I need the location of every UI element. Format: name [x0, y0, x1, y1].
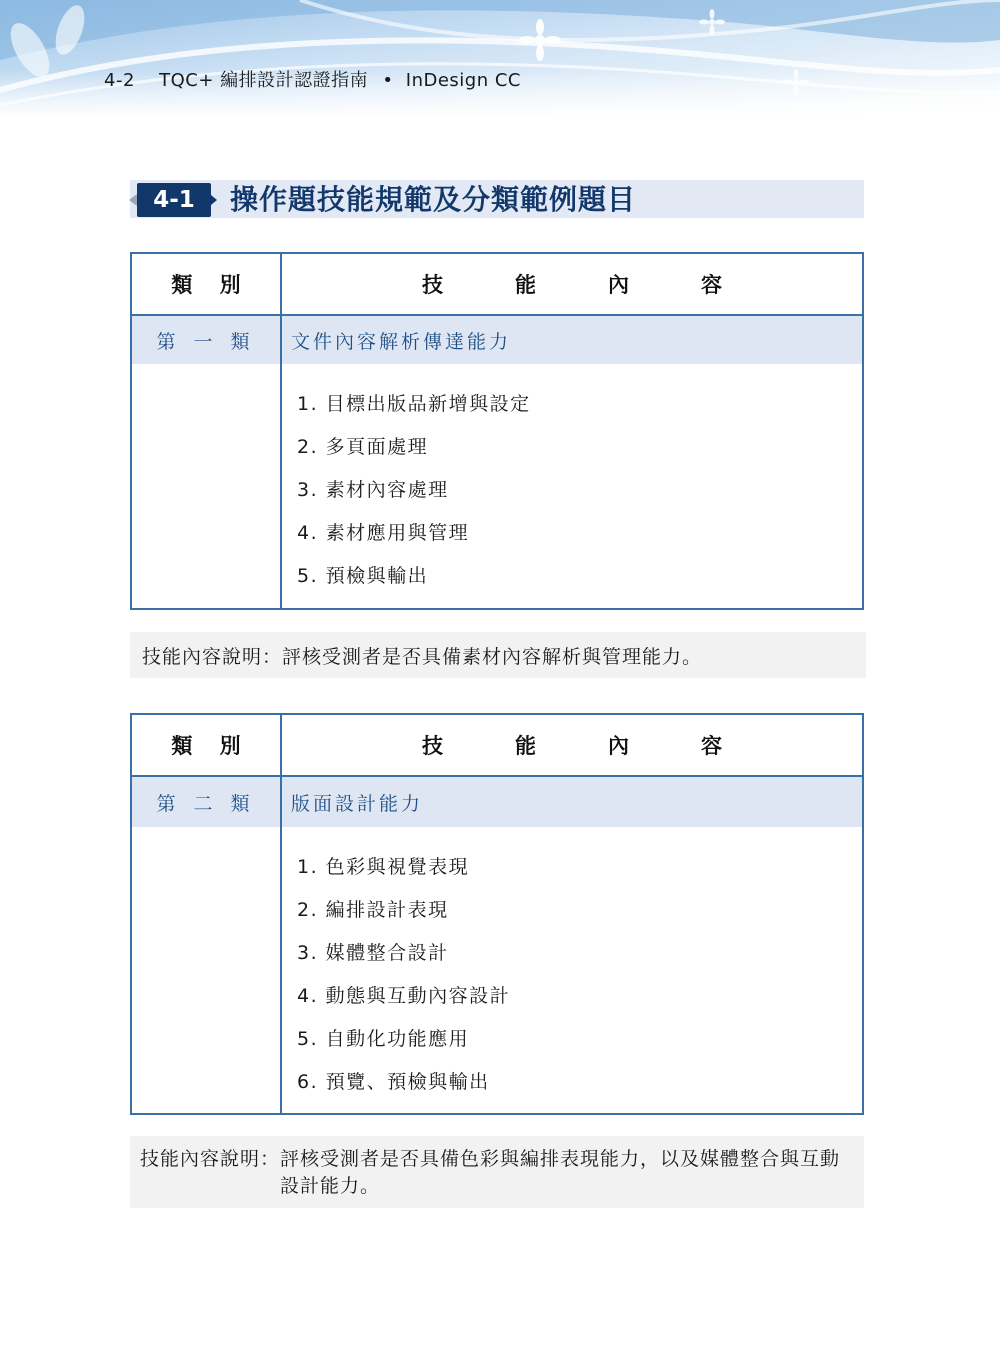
skills-row — [132, 364, 862, 608]
skill-table-2 — [130, 713, 864, 1115]
skill-note-1 — [130, 632, 866, 678]
header-banner — [0, 0, 1000, 118]
category-row — [132, 777, 862, 827]
header-content-char: 內 — [608, 734, 629, 758]
header-content-char: 內 — [608, 273, 629, 297]
list-item: 6. 預覽、預檢與輸出 — [297, 1071, 490, 1093]
table-header-row — [132, 715, 862, 777]
list-item: 5. 自動化功能應用 — [297, 1028, 470, 1050]
header-content-char: 能 — [515, 734, 536, 758]
table-header-row — [132, 254, 862, 316]
header-content-char: 技 — [422, 273, 443, 297]
list-item: 2. 多頁面處理 — [297, 436, 429, 458]
list-item: 2. 編排設計表現 — [297, 899, 449, 921]
list-item: 3. 媒體整合設計 — [297, 942, 449, 964]
note-label: 技能內容說明： — [140, 1148, 281, 1170]
header-content — [282, 254, 862, 314]
banner-swirl-graphic — [0, 0, 1000, 118]
list-item: 3. 素材內容處理 — [297, 479, 449, 501]
skill-note-2 — [130, 1136, 864, 1208]
header-category: 類 別 — [132, 715, 282, 775]
note-text: 評核受測者是否具備色彩與編排表現能力，以及媒體整合與互動設計能力。 — [280, 1148, 841, 1197]
skills-list — [282, 364, 862, 599]
header-content-char: 技 — [422, 734, 443, 758]
empty-cell — [132, 827, 282, 1113]
header-content-char: 容 — [701, 273, 722, 297]
header-content — [282, 715, 862, 775]
skills-cell — [282, 364, 862, 608]
software-name: InDesign CC — [405, 70, 522, 91]
category-label: 第 一 類 — [132, 316, 282, 364]
list-item: 5. 預檢與輸出 — [297, 565, 429, 587]
list-item: 1. 目標出版品新增與設定 — [297, 393, 531, 415]
header-category: 類 別 — [132, 254, 282, 314]
skills-row — [132, 827, 862, 1113]
header-content-char: 容 — [701, 734, 722, 758]
empty-cell — [132, 364, 282, 608]
skills-list — [282, 827, 862, 1105]
header-separator: • — [382, 70, 394, 91]
category-row — [132, 316, 862, 364]
note-text: 評核受測者是否具備素材內容解析與管理能力。 — [282, 646, 703, 668]
list-item: 4. 素材應用與管理 — [297, 522, 470, 544]
running-header — [104, 66, 521, 92]
section-number-badge — [137, 183, 211, 217]
section-number: 4-1 — [153, 187, 195, 213]
skill-table-1 — [130, 252, 864, 610]
list-item: 4. 動態與互動內容設計 — [297, 985, 511, 1007]
book-title: TQC+ 編排設計認證指南 — [159, 70, 369, 91]
section-title: 操作題技能規範及分類範例題目 — [230, 183, 637, 216]
category-label: 第 二 類 — [132, 777, 282, 827]
note-label: 技能內容說明： — [142, 646, 283, 668]
list-item: 1. 色彩與視覺表現 — [297, 856, 470, 878]
header-content-char: 能 — [515, 273, 536, 297]
skills-cell — [282, 827, 862, 1113]
ability-label: 版面設計能力 — [291, 792, 424, 815]
ability-label: 文件內容解析傳達能力 — [291, 330, 512, 353]
page-number: 4-2 — [104, 70, 135, 91]
